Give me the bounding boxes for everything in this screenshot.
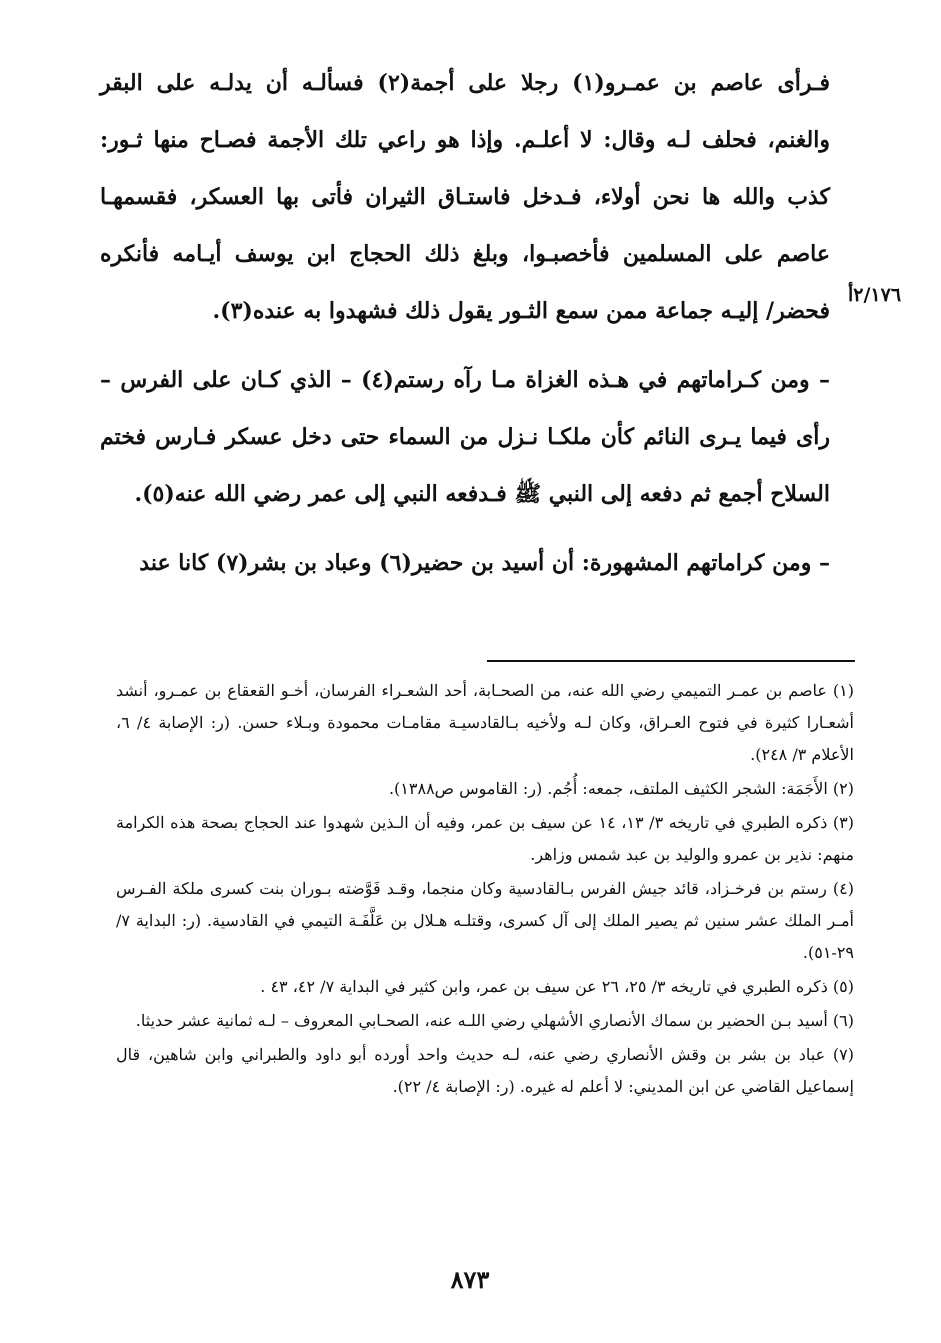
main-text [100,55,830,592]
footnote: (٥) ذكره الطبري في تاريخه ٣/ ٢٥، ٢٦ عن سيف بن عمر، وابن كثير في البداية ٧/ ٤٢، ٤٣ . [260,977,854,996]
margin-manuscript-reference: ٢/١٧٦أ [848,284,902,306]
page-number: ٨٧٣ [450,1265,490,1294]
footnote: (١) عاصم بن عمـر التميمي رضي الله عنه، من الصحـابة، أحد الشعـراء الفرسان، أخـو القعقاع بن عمـرو، أنشد أشعـارا كثيرة في فتوح العـراق، وكان لـه ولأخيه بـالقادسيـة مقامـات محمودة وبـلاء حسن. (ر: الإصابة ٤/ ٦، الأعلام ٣/ ٢٤٨). [116,681,854,764]
footnote: (٧) عباد بن بشر بن وقش الأنصاري رضي عنه، لـه حديث واحد أورده أبو داود والطبراني وابن شاهين، قال إسماعيل القاضي عن ابن المديني: لا أعلم له غيره. (ر: الإصابة ٤/ ٢٢). [116,1045,854,1096]
body-paragraph: – ومن كـراماتهم في هـذه الغزاة مـا رآه رستم(٤) – الذي كـان على الفرس – رأى فيما يـرى النائم كأن ملكـا نـزل من السماء حتى دخل عسكر فـارس فختم السلاح أجمع ثم دفعه إلى النبي ﷺ فـدفعه النبي إلى عمر رضي الله عنه(٥). [100,367,830,507]
footnote: (٤) رستم بن فرخـزاد، قائد جيش الفرس بـالقادسية وكان منجما، وقـد فَوَّضته بـوران بنت كسرى ملكة الفـرس أمـر الملك عشر سنين ثم يصير الملك إلى آل كسرى، وقتلـه هـلال بن عَلَّفَـة التيمي في القادسية. (ر: البداية ٧/ ٢٩-٥١). [116,879,854,962]
footnotes [116,675,854,1105]
body-paragraph: – ومن كراماتهم المشهورة: أن أسيد بن حضير(٦) وعباد بن بشر(٧) كانا عند [139,550,830,576]
body-paragraph: فـرأى عاصم بن عمـرو(١) رجلا على أجمة(٢) فسألـه أن يدلـه على البقر والغنم، فحلف لـه وقال: لا أعلـم. وإذا هو راعي تلك الأجمة فصـاح منها ثـور: كذب والله ها نحن أولاء، فـدخل فاستـاق الثيران فأتى بها العسكر، فقسمهـا عاصم على المسلمين فأخصبـوا، وبلغ ذلك الحجاج ابن يوسف أيـامه فأنكره فحضر/ إليـه جماعة ممن سمع الثـور يقول ذلك فشهدوا به عنده(٣). [100,70,830,324]
footnote-divider [487,660,855,662]
footnote: (٦) أسيد بـن الحضير بن سماك الأنصاري الأشهلي رضي اللـه عنه، الصحـابي المعروف – لـه ثمانية عشر حديثا. [135,1011,854,1030]
footnote: (٢) الأَجَمَة: الشجر الكثيف الملتف، جمعه: أُجُم. (ر: القاموس ص١٣٨٨). [388,779,854,798]
footnote: (٣) ذكره الطبري في تاريخه ٣/ ١٣، ١٤ عن سيف بن عمر، وفيه أن الـذين شهدوا عند الحجاج بصحة هذه الكرامة منهم: نذير بن عمرو والوليد بن عبد شمس وزاهر. [116,813,854,864]
